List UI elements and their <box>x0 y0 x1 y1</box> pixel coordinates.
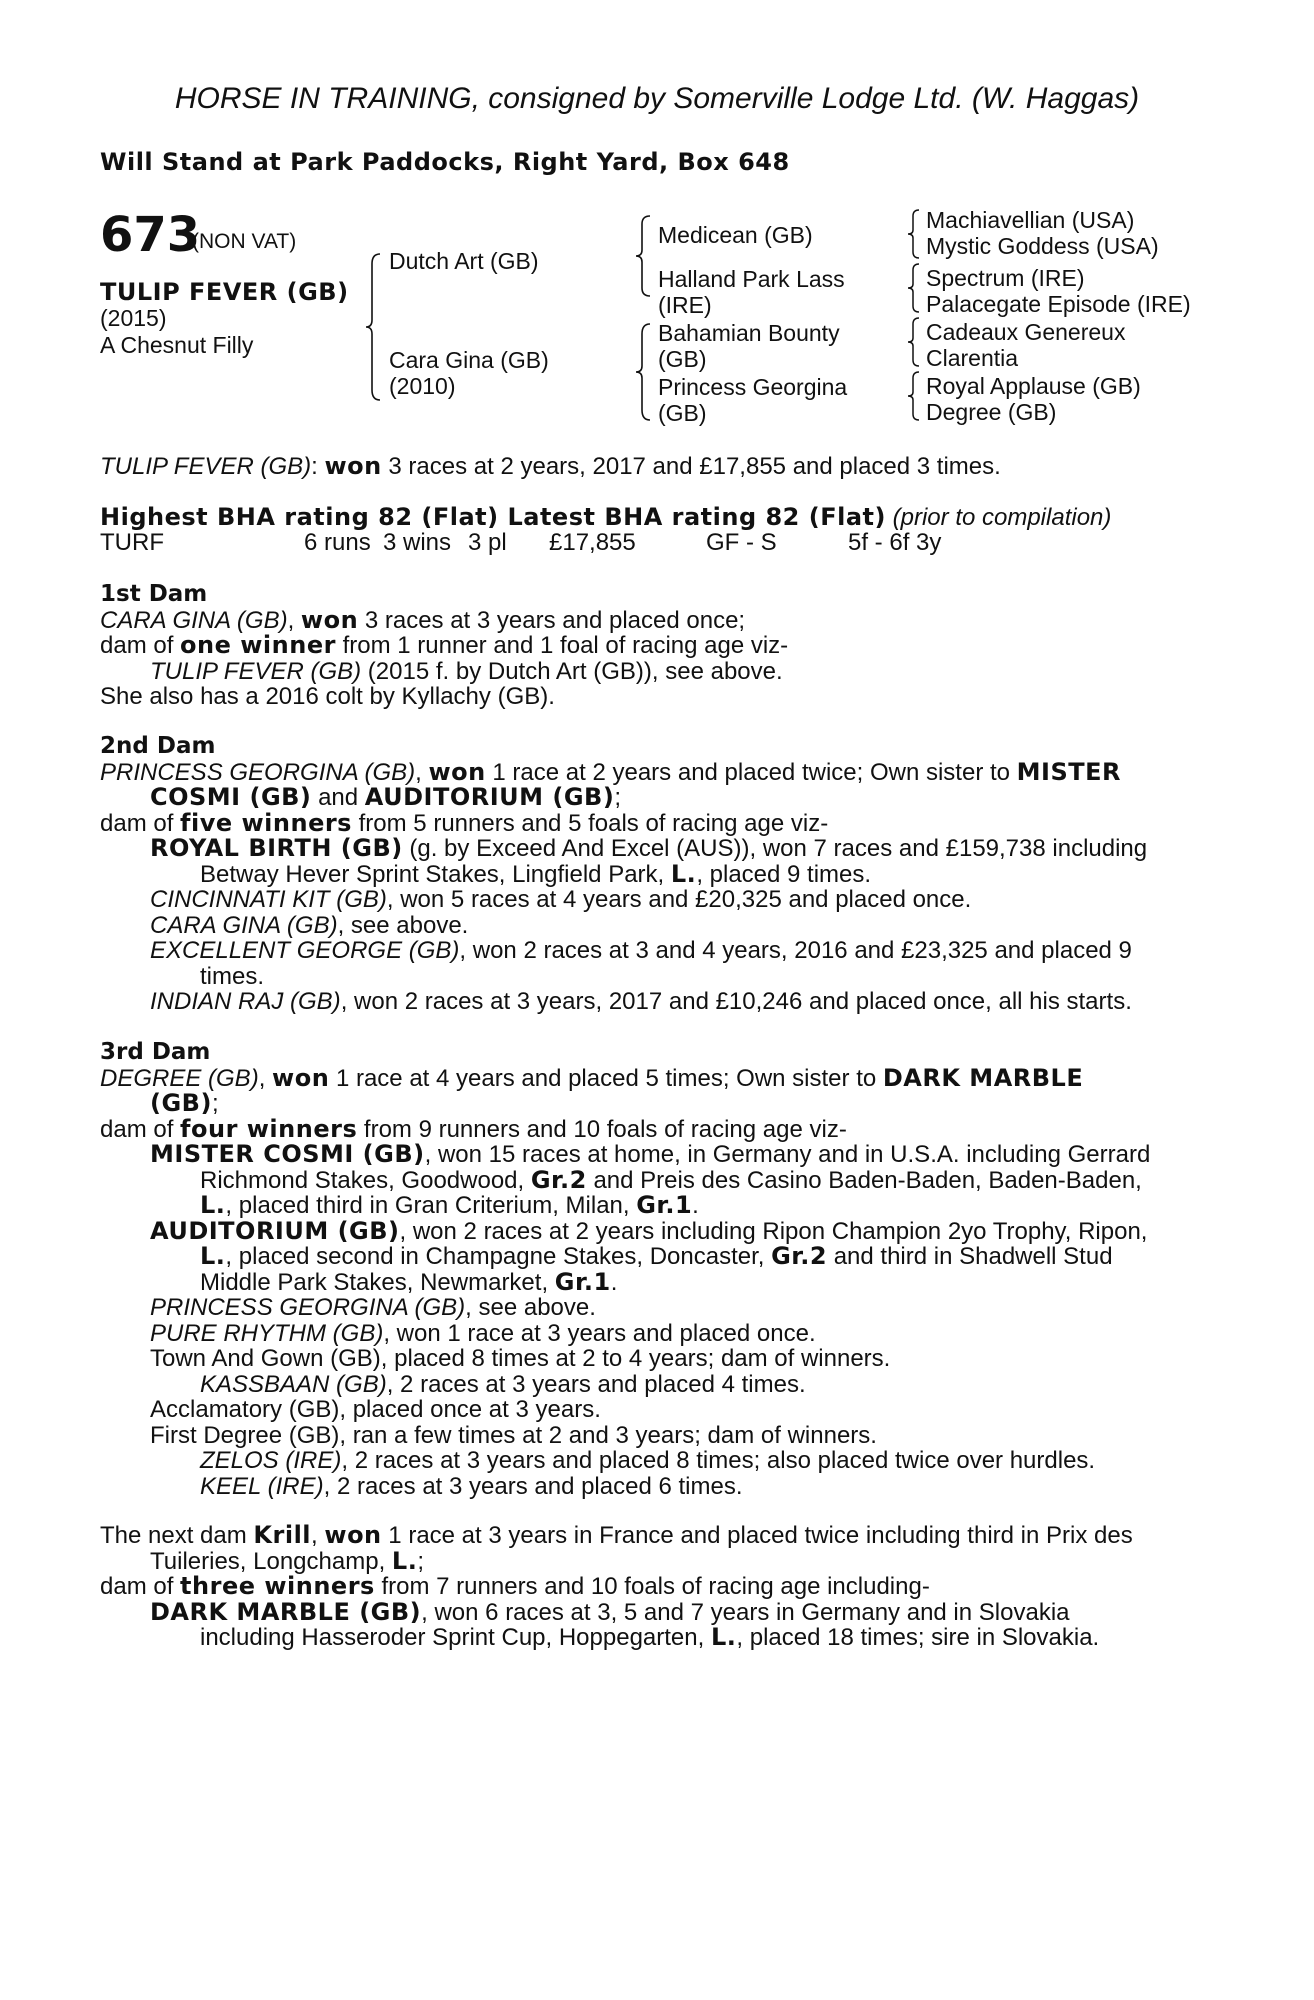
dam-name: DEGREE (GB) <box>100 1064 259 1092</box>
progeny-name: PRINCESS GEORGINA (GB) <box>150 1294 466 1321</box>
ancestor-sds: Spectrum (IRE) <box>926 265 1085 291</box>
pedigree-brace <box>906 370 922 422</box>
rating-heading: Highest BHA rating 82 (Flat) Latest BHA rating 82 (Flat) <box>100 503 886 531</box>
pedigree-brace <box>364 252 384 402</box>
sibling-name: AUDITORIUM (GB) <box>364 783 615 811</box>
progeny-detail: , see above. <box>465 1294 596 1321</box>
winners-count: three winners <box>180 1572 375 1600</box>
page-title: HORSE IN TRAINING, consigned by Somerville Lodge Ltd. (W. Haggas) <box>174 82 1140 115</box>
progeny-detail: and Preis des Casino Baden-Baden, Baden-Baden, <box>586 1166 1142 1194</box>
summary-horse-name: TULIP FEVER (GB) <box>100 453 312 480</box>
pedigree-brace <box>634 214 654 298</box>
progeny-detail: , won 1 race at 3 years and placed once. <box>383 1319 816 1347</box>
rating-note: (prior to compilation) <box>892 504 1112 531</box>
progeny-detail: Acclamatory (GB), placed once at 3 years. <box>150 1396 601 1423</box>
lot-number: 673 <box>100 207 201 263</box>
progeny-detail: , won 2 races at 2 years including Ripon Champion 2yo Trophy, Ripon, <box>399 1217 1148 1245</box>
race-grade: L. <box>200 1191 226 1219</box>
race-grade: L. <box>391 1546 418 1575</box>
third-dam-section: 3rd Dam DEGREE (GB), won 1 race at 4 years and placed 5 times; Own sister to DARK MARBLE (GB); dam of four winners from 9 runners and 10 foals of racing age viz- MISTER COSMI (GB), won 15 races at home, in Germany and in U.S.A. including Gerrard Richmond Stakes, Goodwood, Gr.2 and Preis des Casino Baden-Baden, Baden-Baden, L., placed third in Gran Criterium, Milan, Gr.1. AUDITORIUM (GB), won 2 races at 2 years including Ripon Champion 2yo Trophy, Ripon, L., placed second in Champagne Stakes, Doncaster, Gr.2 and third in Shadwell Stud Middle Park Stakes, Newmarket, Gr.1. PRINCESS GEORGINA (GB), see above. PURE RHYTHM (GB), won 1 race at 3 years and placed once. Town And Gown (GB), placed 8 times at 2 to 4 years; dam of winners. KASSBAAN (GB), 2 races at 3 years and placed 4 times. Acclamatory (GB), placed once at 3 years. First Degree (GB), ran a few times at 2 and 3 years; dam of winners. ZELOS (IRE), 2 races at 3 years and placed 8 times; also placed twice over hurdles. KEEL (IRE), 2 races at 3 years and placed 6 times. <box>100 1040 1200 1499</box>
progeny-detail: , won 2 races at 3 and 4 years, 2016 and £23,325 and placed 9 <box>459 937 1132 964</box>
won-label: won <box>300 605 359 634</box>
progeny-detail: , won 2 races at 3 years, 2017 and £10,246 and placed once, all his starts. <box>340 988 1132 1015</box>
next-dam-section: The next dam Krill, won 1 race at 3 years in France and placed twice including third in Prix des Tuileries, Longchamp, L.; dam of three winners from 7 runners and 10 foals of racing age including- DARK MARBLE (GB), won 6 races at 3, 5 and 7 years in Germany and in Slovakia including Hasseroder Sprint Cup, Hoppegarten, L., placed 18 times; sire in Slovakia. <box>100 1521 1133 1651</box>
progeny-detail: and third in Shadwell Stud <box>827 1243 1113 1270</box>
pedigree-brace <box>634 322 654 422</box>
dam-name: PRINCESS GEORGINA (GB) <box>100 758 416 786</box>
progeny-detail: Middle Park Stakes, Newmarket, <box>200 1268 555 1296</box>
progeny-detail: , placed 9 times. <box>696 860 872 888</box>
next-dam-intro: The next dam <box>100 1522 254 1549</box>
vat-status: (NON VAT) <box>192 230 297 253</box>
punctuation: . <box>610 1268 618 1296</box>
race-summary: TULIP FEVER (GB): won 3 races at 2 years, 2017 and £17,855 and placed 3 times. <box>100 452 1001 480</box>
progeny-detail: , placed 18 times; sire in Slovakia. <box>736 1624 1100 1651</box>
progeny-detail: , 2 races at 3 years and placed 6 times. <box>323 1472 743 1500</box>
sire-dam: Halland Park Lass <box>658 266 845 292</box>
progeny-detail: Betway Hever Sprint Stakes, Lingfield Park, <box>200 860 671 888</box>
horse-name: TULIP FEVER (GB) <box>100 278 349 306</box>
pedigree-brace <box>906 208 922 260</box>
progeny-detail: times. <box>200 962 265 990</box>
progeny-name: AUDITORIUM (GB) <box>150 1216 400 1245</box>
race-grade: Gr.2 <box>771 1242 828 1270</box>
rating-line <box>100 504 1111 531</box>
progeny-name: CARA GINA (GB) <box>150 911 338 939</box>
turf-placed: 3 pl <box>468 529 507 556</box>
ancestor-dss: Cadeaux Genereux <box>926 319 1126 345</box>
grand-progeny-name: KASSBAAN (GB) <box>200 1370 387 1398</box>
race-grade: L. <box>710 1623 737 1651</box>
dam-of-text: dam of <box>100 632 181 659</box>
punctuation: ; <box>417 1547 424 1575</box>
sibling-name: COSMI (GB) <box>150 783 312 811</box>
progeny-name: PURE RHYTHM (GB) <box>150 1319 384 1347</box>
ancestor-ssd: Mystic Goddess (USA) <box>926 233 1159 259</box>
progeny-detail: , see above. <box>337 911 469 939</box>
pedigree-brace <box>906 262 922 314</box>
stand-location: Will Stand at Park Paddocks, Right Yard, Box 648 <box>100 148 790 176</box>
dam-of-text: dam of <box>100 1115 181 1143</box>
progeny-detail: Town And Gown (GB), placed 8 times at 2 to 4 years; dam of winners. <box>150 1345 891 1372</box>
ancestor-ddd: Degree (GB) <box>926 399 1057 425</box>
section-heading: 3rd Dam <box>100 1039 211 1065</box>
progeny-detail: First Degree (GB), ran a few times at 2 and 3 years; dam of winners. <box>150 1421 877 1449</box>
progeny-name: CINCINNATI KIT (GB) <box>150 886 387 913</box>
other-foal: She also has a 2016 colt by Kyllachy (GB). <box>100 683 555 710</box>
progeny-name: EXCELLENT GEORGE (GB) <box>150 937 460 964</box>
race-grade: Gr.1 <box>554 1267 611 1296</box>
winners-count: five winners <box>180 808 352 837</box>
winners-count: one winner <box>180 631 336 659</box>
winners-count: four winners <box>180 1114 358 1143</box>
race-grade: L. <box>670 859 697 888</box>
dam-name: CARA GINA (GB) <box>100 606 288 634</box>
progeny-name: DARK MARBLE (GB) <box>150 1597 422 1626</box>
dam-sire-country: (GB) <box>658 346 707 372</box>
progeny-name: TULIP FEVER (GB) <box>150 657 362 685</box>
progeny-detail: , placed second in Champagne Stakes, Doncaster, <box>225 1243 772 1270</box>
grand-progeny-name: KEEL (IRE) <box>200 1472 324 1500</box>
dam-of-text: dam of <box>100 1573 181 1600</box>
summary-won: won <box>324 452 382 480</box>
first-dam-section: 1st Dam CARA GINA (GB), won 3 races at 3 years and placed once; dam of one winner from 1 runner and 1 foal of racing age viz- TULIP FEVER (GB) (2015 f. by Dutch Art (GB)), see above. She also has a 2016 colt by Kyllachy (GB). <box>100 582 1200 710</box>
race-grade: Gr.1 <box>636 1191 693 1219</box>
punctuation: ; <box>211 1090 219 1117</box>
progeny-name: MISTER COSMI (GB) <box>150 1140 425 1168</box>
progeny-name: ROYAL BIRTH (GB) <box>150 834 403 862</box>
won-label: won <box>272 1063 330 1092</box>
dam-record: 3 races at 3 years and placed once; <box>358 606 746 634</box>
ancestor-sss: Machiavellian (USA) <box>926 207 1135 233</box>
sire-dam-country: (IRE) <box>658 292 712 318</box>
turf-earnings: £17,855 <box>549 529 636 556</box>
horse-description: A Chesnut Filly <box>100 332 254 358</box>
won-label: won <box>324 1521 382 1549</box>
section-heading: 2nd Dam <box>100 733 216 759</box>
dam-record: Tuileries, Longchamp, <box>150 1547 392 1575</box>
progeny-name: INDIAN RAJ (GB) <box>150 988 341 1015</box>
dam-of-text: from 1 runner and 1 foal of racing age viz- <box>335 632 789 659</box>
turf-runs: 6 runs <box>304 529 371 556</box>
punctuation: . <box>692 1192 699 1219</box>
dam-of-text: from 9 runners and 10 foals of racing age viz- <box>357 1115 847 1143</box>
turf-wins: 3 wins <box>383 529 452 556</box>
section-heading: 1st Dam <box>100 581 208 607</box>
dam-record: 1 race at 3 years in France and placed twice including third in Prix des <box>381 1522 1133 1549</box>
ancestor-sdd: Palacegate Episode (IRE) <box>926 291 1191 317</box>
progeny-detail: , won 6 races at 3, 5 and 7 years in Germany and in Slovakia <box>421 1598 1070 1626</box>
sire: Dutch Art (GB) <box>389 248 539 274</box>
punctuation: ; <box>614 784 621 811</box>
progeny-detail: (2015 f. by Dutch Art (GB)), see above. <box>361 657 783 685</box>
sibling-name: DARK MARBLE <box>882 1063 1084 1092</box>
second-dam-section: 2nd Dam PRINCESS GEORGINA (GB), won 1 race at 2 years and placed twice; Own sister to MISTER COSMI (GB) and AUDITORIUM (GB); dam of five winners from 5 runners and 5 foals of racing age viz- ROYAL BIRTH (GB) (g. by Exceed And Excel (AUS)), won 7 races and £159,738 including Betway Hever Sprint Stakes, Lingfield Park, L., placed 9 times. CINCINNATI KIT (GB), won 5 races at 4 years and £20,325 and placed once. CARA GINA (GB), see above. EXCELLENT GEORGE (GB), won 2 races at 3 and 4 years, 2016 and £23,325 and placed 9 times. INDIAN RAJ (GB), won 2 races at 3 years, 2017 and £10,246 and placed once, all his starts. <box>100 734 1200 1015</box>
turf-surface: TURF <box>100 529 164 556</box>
progeny-detail: including Hasseroder Sprint Cup, Hoppegarten, <box>200 1624 711 1651</box>
dam: Cara Gina (GB) <box>389 347 549 373</box>
ancestor-dsd: Clarentia <box>926 345 1019 371</box>
turf-going: GF - S <box>706 529 777 556</box>
progeny-detail: , placed third in Gran Criterium, Milan, <box>225 1192 637 1219</box>
dam-dam-country: (GB) <box>658 400 707 426</box>
sibling-name: (GB) <box>150 1089 212 1117</box>
race-grade: Gr.2 <box>530 1165 587 1194</box>
pedigree-brace <box>906 316 922 368</box>
progeny-detail: , 2 races at 3 years and placed 8 times; also placed twice over hurdles. <box>341 1447 1096 1474</box>
conjunction: and <box>311 784 365 811</box>
dam-of-text: from 7 runners and 10 foals of racing age including- <box>374 1573 930 1600</box>
summary-text: 3 races at 2 years, 2017 and £17,855 and placed 3 times. <box>381 453 1001 480</box>
dam-dam: Princess Georgina <box>658 374 848 400</box>
turf-distance: 5f - 6f 3y <box>848 529 942 556</box>
dam-record: 1 race at 2 years and placed twice; Own sister to <box>485 758 1017 786</box>
dam-of-text: dam of <box>100 809 181 837</box>
progeny-detail: Richmond Stakes, Goodwood, <box>200 1166 531 1194</box>
sibling-name: MISTER <box>1016 757 1122 786</box>
foaling-year: (2015) <box>100 305 167 331</box>
progeny-detail: , won 15 races at home, in Germany and in U.S.A. including Gerrard <box>424 1141 1151 1168</box>
progeny-detail: , won 5 races at 4 years and £20,325 and placed once. <box>386 886 972 913</box>
dam-record: 1 race at 4 years and placed 5 times; Own sister to <box>329 1064 883 1092</box>
progeny-detail: (g. by Exceed And Excel (AUS)), won 7 races and £159,738 including <box>402 835 1148 862</box>
dam-name: Krill <box>253 1521 312 1549</box>
progeny-detail: , 2 races at 3 years and placed 4 times. <box>386 1370 806 1398</box>
dam-year: (2010) <box>389 373 456 399</box>
ancestor-dds: Royal Applause (GB) <box>926 373 1141 399</box>
grand-progeny-name: ZELOS (IRE) <box>200 1447 342 1474</box>
dam-sire: Bahamian Bounty <box>658 320 840 346</box>
race-grade: L. <box>200 1242 226 1270</box>
sire-sire: Medicean (GB) <box>658 222 813 248</box>
won-label: won <box>428 757 486 786</box>
dam-of-text: from 5 runners and 5 foals of racing age viz- <box>351 809 829 837</box>
